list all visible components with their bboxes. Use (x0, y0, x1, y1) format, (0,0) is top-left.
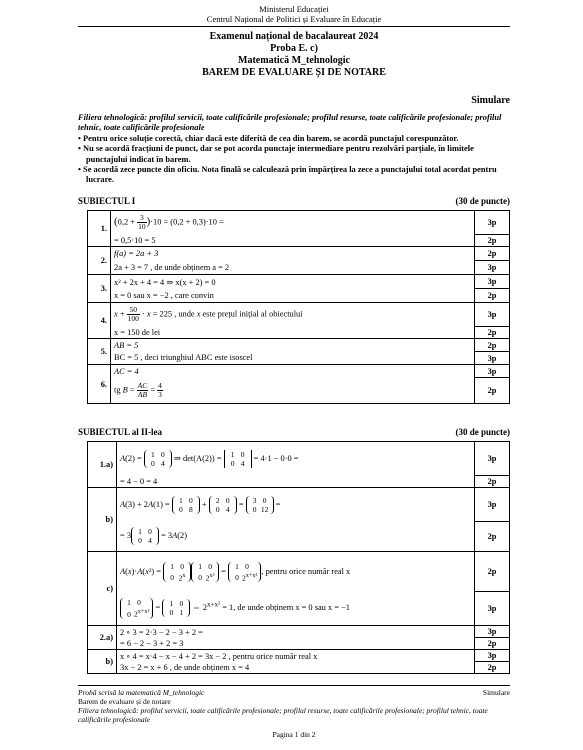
points: 3p (475, 275, 510, 289)
solution-line: x = 150 de lei (111, 327, 475, 339)
s1-row-3a (88, 275, 510, 289)
bullet-3: • Se acordă zece puncte din oficiu. Nota finală se calculează prin împărțirea la zece a punctajului total acordat pentru lucrare. (78, 165, 497, 185)
points: 3p (475, 352, 510, 365)
s2-row-1c (88, 552, 510, 592)
solution-line: tg B = $\frac{AC}{AB}$ = $\frac{4}{3}$ (111, 378, 475, 404)
s1-table (87, 210, 510, 404)
solution-line: A(x)·A(x²) = 1 0 0 2$^x$1 0 0 $2^{x^2} = 1$ 0 0 $2^{x+x^2}$ , pentru orice număr real x (117, 552, 475, 592)
points: 2p (475, 378, 510, 404)
s2-points: (30 de puncte) (455, 427, 510, 437)
points: 3p (475, 303, 510, 327)
solution-line: (0,2 + $\frac{3}{10}$ )·10 = (0,2 + 0,3)·10 = (111, 211, 475, 235)
points: 3p (475, 488, 510, 522)
solution-line: 2 ∘ 3 = 2·3 − 2 − 3 + 2 = (117, 626, 475, 638)
s1-points: (30 de puncte) (455, 196, 510, 206)
s1-row-2a (88, 247, 510, 261)
solution-line: BC = 5 , deci triunghiul ABC este isoscel (111, 352, 475, 365)
bullet-1: • Pentru orice soluție corectă, chiar dacă este diferită de cea din barem, se acordă punctajul corespunzător. (78, 133, 459, 143)
barem-title: BAREM DE EVALUARE ȘI DE NOTARE (202, 67, 386, 78)
s1-row-6a (88, 365, 510, 378)
bullet-2: • Nu se acordă fracțiuni de punct, dar se pot acorda punctaje intermediare pentru rezolvări parțiale, în limitele punctajului indicat în barem. (78, 144, 474, 164)
item-number: 4. (88, 303, 111, 339)
solution-line: A(3) + 2A(1) = 1 0 0 8 + 2 0 0 4 = 3 0 0 12 = (117, 488, 475, 522)
solution-line: = 0,5·10 = 5 (111, 235, 475, 247)
page-number: Pagina 1 din 2 (272, 730, 316, 739)
solution-line: 1 0 0 $2^{x+x^2} = 1$ 0 0 1 ⇔ $2^{x+x^2} = 1$, de unde obținem x = 0 sau x = −1 (117, 592, 475, 626)
subject-title: Matematică M_tehnologic (238, 55, 350, 66)
item-number: 6. (88, 365, 111, 404)
exam-title: Examenul național de bacalaureat 2024 (209, 31, 379, 42)
header-center: Centrul Național de Politici și Evaluare în Educație (206, 14, 382, 24)
s1-row-1a (88, 211, 510, 235)
item-number: 5. (88, 339, 111, 365)
s2-row-1a2 (88, 476, 510, 488)
solution-line: f(a) = 2a + 3 (111, 247, 475, 261)
footer (78, 688, 510, 739)
solution-line: x² + 2x + 4 = 4 ⇒ x(x + 2) = 0 (111, 275, 475, 289)
s1-row-5a (88, 339, 510, 352)
header-rule (78, 26, 510, 27)
header-ministry: Ministerul Educației (259, 4, 329, 14)
points: 2p (475, 327, 510, 339)
s1-row-6b (88, 378, 510, 404)
footer-left-3: Filiera tehnologică: profilul servicii, toate calificările profesionale; profilul resurse, toate calificările profesionale; profilul tehnic, toate calificările profesionale (78, 706, 488, 724)
s1-title: SUBIECTUL I (78, 196, 136, 206)
points: 2p (475, 522, 510, 552)
solution-line: AC = 4 (111, 365, 475, 378)
points: 3p (475, 592, 510, 626)
intro (78, 113, 510, 186)
item-number: 2.a) (88, 626, 117, 650)
s1-row-2b (88, 261, 510, 275)
item-number: b) (88, 650, 117, 674)
footer-left-1: Probă scrisă la matematică M_tehnologic Simulare (78, 688, 510, 697)
s2-row-1b (88, 488, 510, 522)
solution-line: AB = 5 (111, 339, 475, 352)
points: 2p (475, 662, 510, 674)
filiera-text: Filiera tehnologică: profilul servicii, toate calificările profesionale; profilul resurse, toate calificările profesionale; profilul tehnic, toate calificările profesionale (78, 113, 502, 133)
s1-row-3b (88, 289, 510, 303)
points: 2p (475, 476, 510, 488)
points: 3p (475, 211, 510, 235)
footer-right-1: Simulare (482, 688, 510, 697)
points: 3p (475, 650, 510, 662)
s2-row-2a (88, 626, 510, 638)
points: 3p (475, 365, 510, 378)
s1-row-1b (88, 235, 510, 247)
solution-line: x = 0 sau x = −2 , care convin (111, 289, 475, 303)
points: 3p (475, 261, 510, 275)
footer-rule (78, 685, 510, 686)
s2-table (87, 441, 510, 674)
solution-line: 3x − 2 = x + 6 , de unde obținem x = 4 (117, 662, 475, 674)
proba-title: Proba E. c) (270, 43, 318, 54)
s2-row-2b (88, 650, 510, 662)
points: 2p (475, 552, 510, 592)
s2-row-2a2 (88, 638, 510, 650)
solution-line: x ∘ 4 = x·4 − x − 4 + 2 = 3x − 2 , pentru orice număr real x (117, 650, 475, 662)
s2-row-1b2 (88, 522, 510, 552)
mode-label: Simulare (471, 95, 510, 106)
s2-row-1a (88, 442, 510, 476)
s1-row-5b (88, 352, 510, 365)
item-number: 1. (88, 211, 111, 247)
s1-row-4a (88, 303, 510, 327)
points: 2p (475, 247, 510, 261)
solution-line: = 6 − 2 − 3 + 2 = 3 (117, 638, 475, 650)
solution-line: = 4 − 0 = 4 (117, 476, 475, 488)
points: 2p (475, 289, 510, 303)
s2-row-2b2 (88, 662, 510, 674)
solution-line: A(2) = 1 0 0 4 ⇒ det(A(2)) = 1 0 0 4 = 4·1 − 0·0 = (117, 442, 475, 476)
points: 3p (475, 626, 510, 638)
solution-line: = 3 1 0 0 4 = 3A(2) (117, 522, 475, 552)
solution-line: x + $\frac{50}{100}$ · x = 225 , unde x este prețul inițial al obiectului (111, 303, 475, 327)
item-number: b) (88, 488, 117, 552)
points: 3p (475, 442, 510, 476)
points: 2p (475, 235, 510, 247)
item-number: 2. (88, 247, 111, 275)
points: 2p (475, 638, 510, 650)
s2-row-1c2 (88, 592, 510, 626)
s2-title: SUBIECTUL al II-lea (78, 427, 163, 437)
solution-line: 2a + 3 = 7 , de unde obținem a = 2 (111, 261, 475, 275)
s1-row-4b (88, 327, 510, 339)
item-number: 1.a) (88, 442, 117, 488)
item-number: c) (88, 552, 117, 626)
footer-left-2: Barem de evaluare și de notare (78, 697, 171, 706)
item-number: 3. (88, 275, 111, 303)
points: 2p (475, 339, 510, 352)
